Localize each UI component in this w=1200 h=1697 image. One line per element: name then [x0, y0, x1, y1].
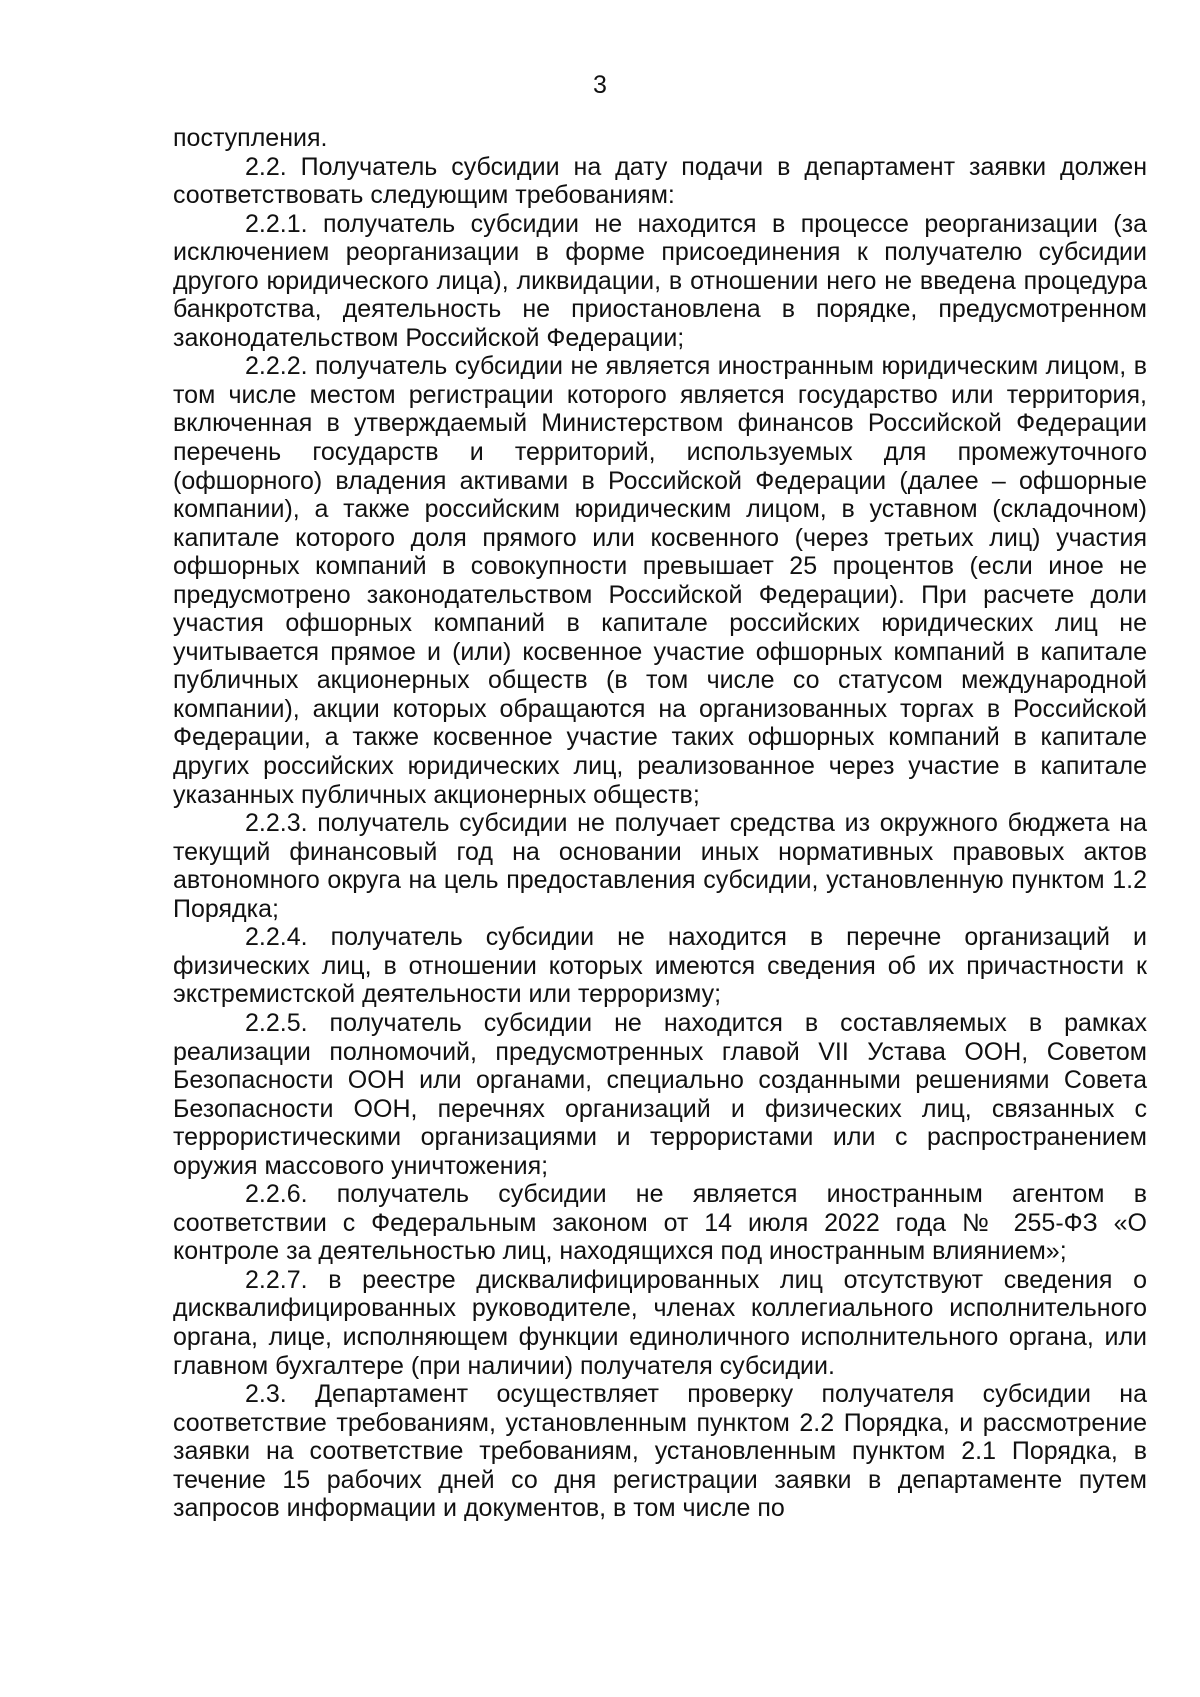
paragraph-2-2: 2.2. Получатель субсидии на дату подачи в департамент заявки должен соответствовать следующим требованиям: — [173, 152, 1147, 210]
paragraph-2-2-2: 2.2.2. получатель субсидии не является иностранным юридическим лицом, в том числе местом регистрации которого является государство или территория, включенная в утверждаемый Министерством финансов Российской Федерации перечень государств и территорий, используемых для промежуточного (офшорного) владения активами в Российской Федерации (далее – офшорные компании), а также российским юридическим лицом, в уставном (складочном) капитале которого доля прямого или косвенного (через третьих лиц) участия офшорных компаний в совокупности превышает 25 процентов (если иное не предусмотрено законодательством Российской Федерации). При расчете доли участия офшорных компаний в капитале российских юридических лиц не учитывается прямое и (или) косвенное участие офшорных компаний в капитале публичных акционерных обществ (в том числе со статусом международной компании), акции которых обращаются на организованных торгах в Российской Федерации, а также косвенное участие таких офшорных компаний в капитале других российских юридических лиц, реализованное через участие в капитале указанных публичных акционерных обществ; — [173, 352, 1147, 809]
paragraph-2-2-7: 2.2.7. в реестре дисквалифицированных лиц отсутствуют сведения о дисквалифицированных руководителе, членах коллегиального исполнительного органа, лице, исполняющем функции единоличного исполнительного органа, или главном бухгалтере (при наличии) получателя субсидии. — [173, 1265, 1147, 1380]
paragraph-2-2-1: 2.2.1. получатель субсидии не находится в процессе реорганизации (за исключением реорганизации в форме присоединения к получателю субсидии другого юридического лица), ликвидации, в отношении него не введена процедура банкротства, деятельность не приостановлена в порядке, предусмотренном законодательством Российской Федерации; — [173, 209, 1147, 352]
paragraph-2-3: 2.3. Департамент осуществляет проверку получателя субсидии на соответствие требованиям, установленным пунктом 2.2 Порядка, и рассмотрение заявки на соответствие требованиям, установленным пунктом 2.1 Порядка, в течение 15 рабочих дней со дня регистрации заявки в департаменте путем запросов информации и документов, в том числе по — [173, 1380, 1147, 1523]
paragraph-2-2-5: 2.2.5. получатель субсидии не находится в составляемых в рамках реализации полномочий, предусмотренных главой VII Устава ООН, Советом Безопасности ООН или органами, специально созданными решениями Совета Безопасности ООН, перечнях организаций и физических лиц, связанных с террористическими организациями и террористами или с распространением оружия массового уничтожения; — [173, 1008, 1147, 1180]
paragraph-2-2-3: 2.2.3. получатель субсидии не получает средства из окружного бюджета на текущий финансовый год на основании иных нормативных правовых актов автономного округа на цель предоставления субсидии, установленную пунктом 1.2 Порядка; — [173, 809, 1147, 923]
paragraph-2-2-6: 2.2.6. получатель субсидии не является иностранным агентом в соответствии с Федеральным законом от 14 июля 2022 года № 255-ФЗ «О контроле за деятельностью лиц, находящихся под иностранным влиянием»; — [173, 1180, 1147, 1266]
paragraph-continuation: поступления. — [173, 124, 328, 152]
document-body — [173, 124, 1147, 1523]
page-number: 3 — [593, 71, 607, 99]
paragraph-2-2-4: 2.2.4. получатель субсидии не находится в перечне организаций и физических лиц, в отношении которых имеются сведения об их причастности к экстремистской деятельности или терроризму; — [173, 923, 1147, 1009]
